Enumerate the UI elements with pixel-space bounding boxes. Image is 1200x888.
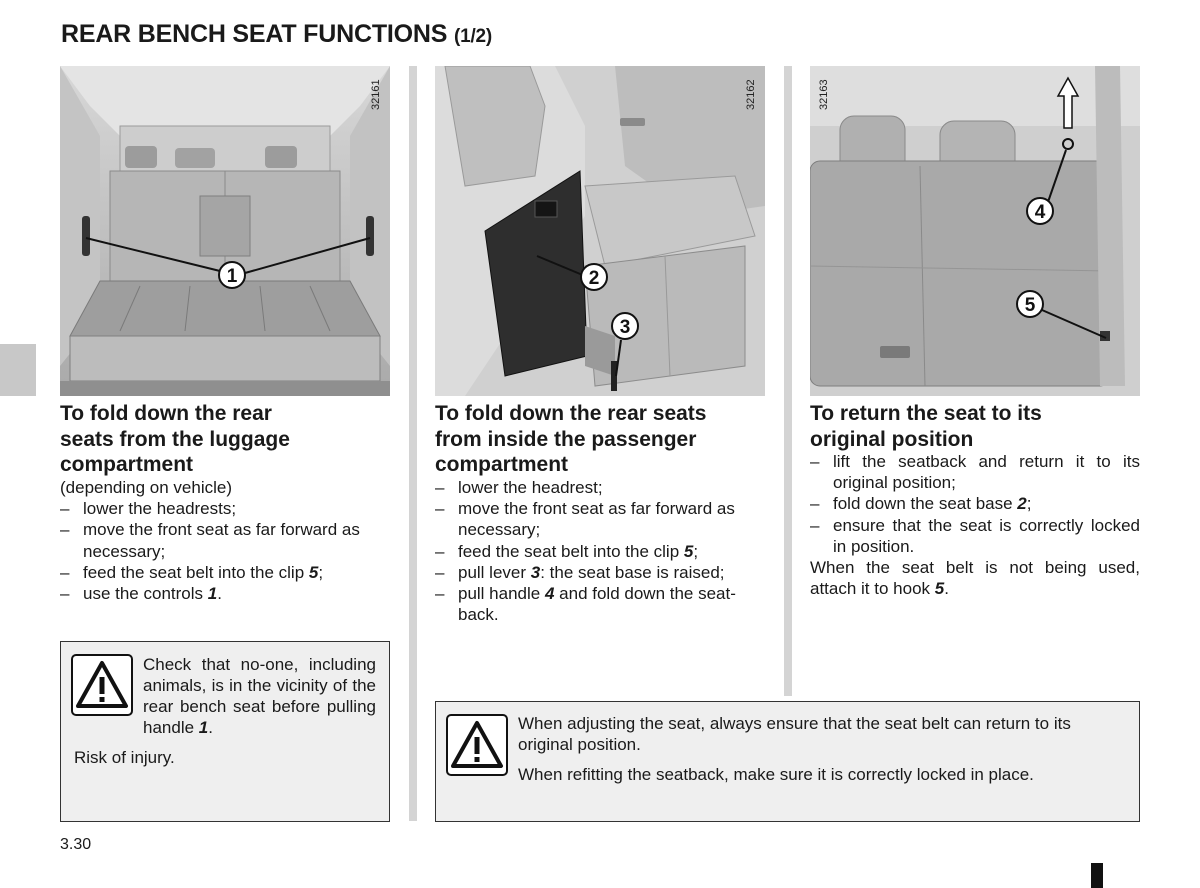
list-item: – lower the headrests; [60,499,237,519]
warning-triangle-icon [71,654,133,716]
page-corner-mark [1091,863,1103,888]
section3-heading-line: To return the seat to its [810,402,1042,425]
warning2-line1: When adjusting the seat, always ensure that the seat belt can return to its original position. [518,714,1071,754]
section2-heading-line: from inside the passenger [435,427,697,451]
list-item: – use the controls 1. [60,584,222,604]
section3-after-text: When the seat belt is not being used, attach it to hook 5. [810,558,1140,599]
section3-heading-line: original position [810,427,974,451]
list-item: – fold down the seat base 2; [810,494,1032,514]
list-item: – pull handle 4 and fold down the seat-back. [435,584,736,625]
page-title [61,20,492,49]
warning-triangle-icon [446,714,508,776]
callout-4-label: 4 [1034,202,1046,223]
list-item: – ensure that the seat is correctly locked in position. [810,515,1140,556]
section1-heading-line: To fold down the rear [60,402,272,425]
section1-heading [60,401,400,478]
list-item: – lower the headrest; [435,478,603,497]
section2-body [435,477,768,625]
warning1-text2: Risk of injury. [74,748,175,767]
list-item: – pull lever 3: the seat base is raised; [435,562,725,582]
section2-heading [435,401,775,478]
section2-heading-line: To fold down the rear seats [435,402,707,425]
figure-ref-number: 32161 [370,79,382,110]
warning-box-injury [60,641,390,822]
figure-luggage-compartment [60,66,390,396]
page-title-sub: (1/2) [453,26,493,47]
figure-ref-number: 32162 [745,79,757,110]
callout-1-label: 1 [226,266,238,287]
list-item: – lift the seatback and return it to its original position; [810,452,1140,493]
column-divider-2 [784,66,792,696]
warning2-text [518,713,1130,785]
page-title-main: REAR BENCH SEAT FUNCTIONS [61,20,448,48]
warning-box-seatbelt [435,701,1140,822]
warning1-text: Check that no-one, including animals, is in the vicinity of the rear bench seat before pulling handle 1. [143,655,376,737]
section1-heading-line: seats from the luggage [60,427,290,451]
section3-heading [810,401,1150,452]
section2-heading-line: compartment [435,453,569,476]
section1-note: (depending on vehicle) [60,478,233,497]
list-item: – move the front seat as far forward as necessary; [60,520,360,561]
warning2-line2: When refitting the seatback, make sure it is correctly locked in place. [518,765,1034,784]
list-item: – feed the seat belt into the clip 5; [60,562,324,582]
figure-ref-number: 32163 [818,79,830,110]
section3-body [810,451,1140,599]
figure-passenger-compartment [435,66,765,396]
callout-3-label: 3 [619,317,631,338]
list-item: – move the front seat as far forward as necessary; [435,499,735,540]
chapter-side-tab [0,344,36,396]
column-divider-1 [409,66,417,821]
figure-seat-return [810,66,1140,396]
section1-body [60,477,393,604]
section1-heading-line: compartment [60,453,194,476]
page-number: 3.30 [60,836,92,853]
callout-5-label: 5 [1024,295,1036,316]
list-item: – feed the seat belt into the clip 5; [435,541,699,561]
callout-2-label: 2 [588,268,600,289]
